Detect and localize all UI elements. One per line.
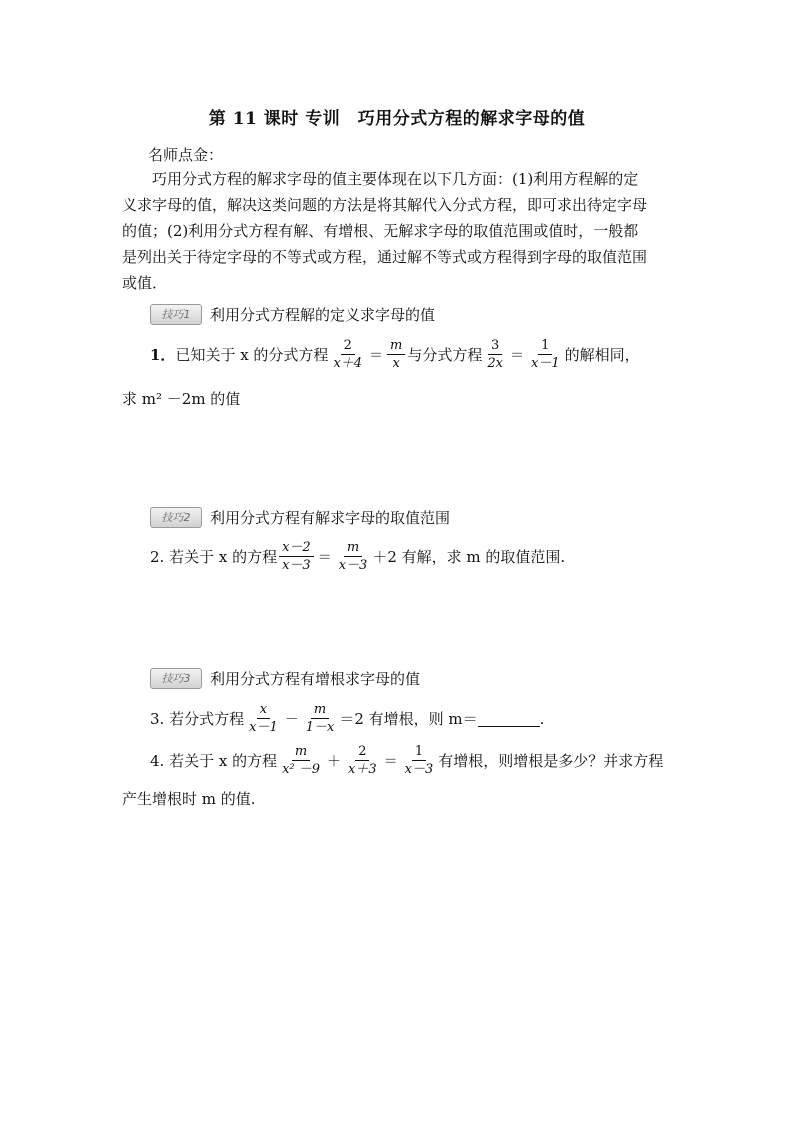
q4-line-2: 产生增根时 m 的值. [122, 790, 256, 808]
q4-fraction-1: $\frac{m}{\text{x² －9}}$ [282, 744, 321, 777]
question-2 [150, 540, 710, 573]
q3-text-b: ＝2 有增根，则 m＝ [339, 710, 478, 728]
q1-text-a: 已知关于 x 的分式方程 [175, 346, 329, 364]
q1-number: 1． [150, 346, 176, 364]
intro-label: 名师点金： [148, 146, 224, 164]
section-2-title: 利用分式方程有解求字母的取值范围 [210, 509, 451, 527]
q3-fraction-1: $\frac{x}{x-1}$ [249, 702, 278, 735]
page-title: 第 11 课时 专训 巧用分式方程的解求字母的值 [208, 109, 586, 129]
q1-text-c: 的解相同， [564, 346, 640, 364]
section-1-badge: 技巧1 [150, 304, 202, 325]
q1-fraction-3: $\frac{3}{2x}$ [487, 338, 503, 371]
q4-fraction-2: $\frac{2}{x+3}$ [348, 744, 377, 777]
q2-text-b: ＋2 有解，求 m 的取值范围. [372, 548, 566, 566]
q1-equals-2: ＝ [510, 347, 524, 364]
section-3-badge: 技巧3 [150, 668, 202, 689]
q4-fraction-3: $\frac{1}{x-3}$ [404, 744, 434, 777]
q2-fraction-2: $\frac{m}{x-3}$ [338, 540, 368, 573]
q3-text-c: . [539, 709, 545, 728]
q1-fraction-4: $\frac{1}{x-1}$ [531, 338, 560, 371]
section-3-title: 利用分式方程有增根求字母的值 [210, 670, 421, 688]
q1-fraction-1: $\frac{2}{x+4}$ [333, 338, 363, 371]
intro-line-1: 巧用分式方程的解求字母的值主要体现在以下几方面：(1)利用方程解的定 [152, 170, 639, 188]
q1-line-2: 求 m² －2m 的值 [122, 390, 241, 408]
section-1-title: 利用分式方程解的定义求字母的值 [210, 306, 436, 324]
question-1 [150, 338, 710, 371]
q2-text-a: 若关于 x 的方程 [169, 548, 278, 566]
question-3 [150, 702, 710, 735]
q1-fraction-2: $\frac{m}{x}$ [387, 338, 405, 371]
q3-text-a: 若分式方程 [169, 710, 245, 728]
q4-equals: ＝ [383, 753, 398, 770]
q1-equals-1: ＝ [369, 347, 384, 364]
intro-line-4: 是列出关于待定字母的不等式或方程，通过解不等式或方程得到字母的取值范围 [122, 248, 648, 266]
q4-text-a: 若关于 x 的方程 [169, 752, 278, 770]
q2-fraction-1: $\frac{x-2}{x-3}$ [279, 540, 314, 573]
q2-equals: ＝ [317, 549, 332, 566]
q3-number: 3. [150, 709, 165, 728]
intro-paragraph [122, 166, 678, 296]
q4-text-b: 有增根，则增根是多少？并求方程 [438, 752, 664, 770]
q3-fraction-2: $\frac{m}{1-x}$ [305, 702, 335, 735]
question-4 [150, 744, 710, 777]
intro-line-2: 义求字母的值，解决这类问题的方法是将其解代入分式方程，即可求出待定字母 [122, 196, 648, 214]
q4-number: 4. [150, 751, 165, 770]
intro-line-5: 或值． [122, 274, 168, 292]
section-3-heading [150, 668, 710, 689]
section-2-heading [150, 507, 710, 528]
intro-line-3: 的值；(2)利用分式方程有解、有增根、无解求字母的取值范围或值时，一般都 [122, 222, 639, 240]
q2-number: 2. [150, 547, 165, 566]
q4-plus: ＋ [327, 753, 342, 770]
section-2-badge: 技巧2 [150, 507, 202, 528]
section-1-heading [150, 304, 710, 325]
q3-answer-blank[interactable] [478, 710, 540, 727]
q1-text-b: 与分式方程 [407, 346, 483, 364]
q3-minus: － [284, 711, 299, 728]
